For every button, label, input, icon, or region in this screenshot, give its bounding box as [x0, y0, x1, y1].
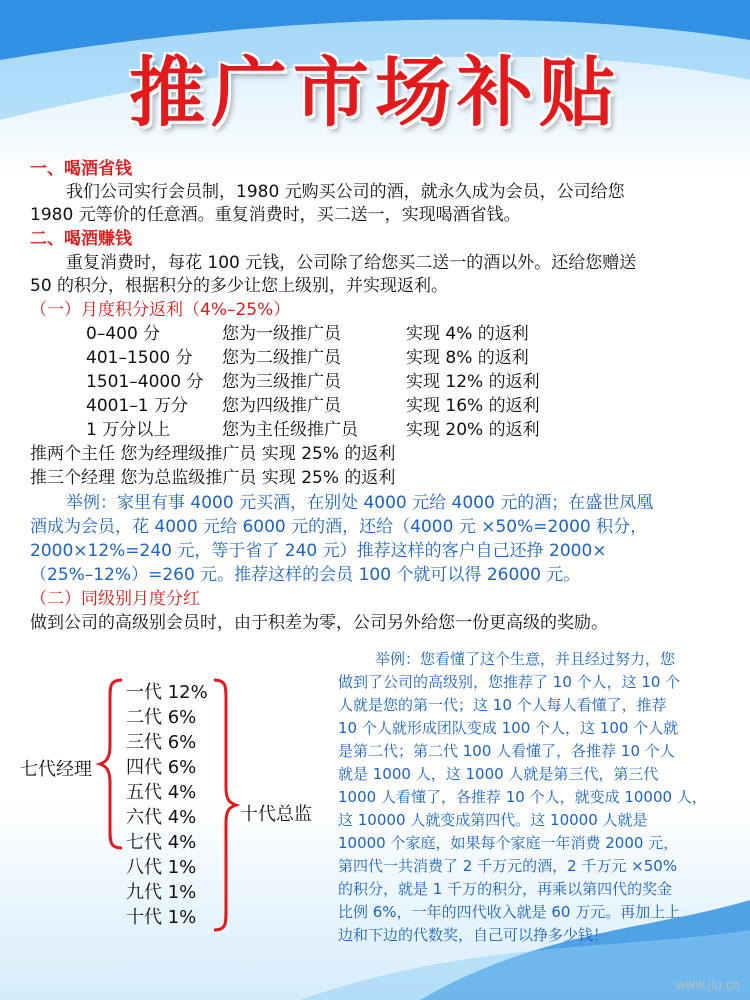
dividend-example-line: 人就是您的第一代；这 10 个人每人看懂了，推荐	[338, 696, 667, 714]
tier-range: 4001–1 万分	[86, 396, 188, 416]
tier-level: 您为三级推广员	[222, 372, 341, 392]
dividend-text: 做到公司的高级别会员时，由于积差为零，公司另外给您一份更高级的奖励。	[30, 613, 608, 633]
section2-text-1: 重复消费时，每花 100 元钱，公司除了给您买二送一的酒以外。还给您赠送	[66, 253, 637, 273]
generation-item: 四代 6%	[126, 757, 197, 778]
tier-rebate: 实现 20% 的返利	[406, 420, 540, 440]
dividend-example-line: 10 个人就形成团队变成 100 个人，这 100 个人就	[338, 719, 679, 737]
tier-rebate: 实现 4% 的返利	[406, 324, 529, 344]
generation-item: 十代 1%	[126, 907, 197, 928]
generation-item: 一代 12%	[126, 682, 208, 703]
generation-item: 五代 4%	[126, 782, 197, 803]
tier-level: 您为二级推广员	[222, 348, 341, 368]
dividend-example-line: 就是 1000 人，这 1000 人就是第三代，第三代	[338, 765, 659, 783]
dividend-example-line: 做到了公司的高级别，您推荐了 10 个人，这 10 个	[338, 673, 681, 691]
monthly-heading: （一）月度积分返利（4%–25%）	[30, 300, 291, 320]
example-line: 2000×12%=240 元，等于省了 240 元）推荐这样的客户自己还挣 2000×	[30, 541, 607, 561]
dividend-example-line: 第四代一共消费了 2 千万元的酒，2 千万元 ×50%	[338, 857, 678, 875]
director-label: 十代总监	[240, 804, 312, 825]
manager-bracket	[96, 676, 126, 856]
manager-level-text: 推两个主任 您为经理级推广员 实现 25% 的返利	[30, 444, 396, 464]
dividend-heading: （二）同级别月度分红	[30, 589, 200, 609]
tier-level: 您为主任级推广员	[222, 420, 358, 440]
example-line: 举例：家里有事 4000 元买酒，在别处 4000 元给 4000 元的酒；在盛世凤凰	[66, 493, 654, 513]
generation-item: 六代 4%	[126, 807, 197, 828]
dividend-example-line: 比例 6%，一年的四代收入就是 60 万元。再加上上	[338, 903, 681, 921]
section1-text-1: 我们公司实行会员制，1980 元购买公司的酒，就永久成为会员，公司给您	[66, 182, 625, 202]
dividend-example-line: 1000 人看懂了，各推荐 10 个人，就变成 10000 人，	[338, 788, 707, 806]
director-bracket	[210, 676, 240, 934]
example-line: 酒成为会员，花 4000 元给 6000 元的酒，还给（4000 元 ×50%=2000 积分，	[30, 517, 648, 537]
tier-rebate: 实现 8% 的返利	[406, 348, 529, 368]
dividend-example-line: 的积分，就是 1 千万的积分，再乘以第四代的奖金	[338, 880, 673, 898]
tier-level: 您为四级推广员	[222, 396, 341, 416]
tier-level: 您为一级推广员	[222, 324, 341, 344]
manager-label: 七代经理	[20, 759, 92, 780]
director-level-text: 推三个经理 您为总监级推广员 实现 25% 的返利	[30, 468, 396, 488]
section1-heading: 一、喝酒省钱	[30, 159, 132, 179]
example-line: （25%–12%）=260 元。推荐这样的会员 100 个就可以得 26000 元。	[30, 565, 581, 585]
generation-item: 七代 4%	[126, 832, 197, 853]
section2-text-2: 50 的积分，根据积分的多少让您上级别，并实现返利。	[30, 276, 449, 296]
generation-item: 二代 6%	[126, 707, 197, 728]
dividend-example-line: 是第二代；第二代 100 人看懂了，各推荐 10 个人	[338, 742, 675, 760]
dividend-example-line: 10000 个家庭，如果每个家庭一年消费 2000 元，	[338, 834, 679, 852]
section1-text-2: 1980 元等价的任意酒。重复消费时，买二送一，实现喝酒省钱。	[30, 205, 521, 225]
watermark: www.jiu.cn	[675, 978, 740, 992]
page-title: 推广市场补贴	[129, 48, 621, 137]
tier-range: 0–400 分	[86, 324, 161, 344]
generation-item: 三代 6%	[126, 732, 197, 753]
tier-rebate: 实现 16% 的返利	[406, 396, 540, 416]
dividend-example-line: 这 10000 人就变成第四代。这 10000 人就是	[338, 811, 648, 829]
generation-item: 八代 1%	[126, 857, 197, 878]
tier-range: 1501–4000 分	[86, 372, 204, 392]
tier-range: 1 万分以上	[86, 420, 171, 440]
tier-range: 401–1500 分	[86, 348, 193, 368]
dividend-example-line: 举例：您看懂了这个生意，并且经过努力，您	[375, 650, 676, 668]
tier-rebate: 实现 12% 的返利	[406, 372, 540, 392]
generation-item: 九代 1%	[126, 882, 197, 903]
dividend-example-line: 边和下边的代数奖，自己可以挣多少钱！	[338, 926, 609, 944]
section2-heading: 二、喝酒赚钱	[30, 229, 132, 249]
